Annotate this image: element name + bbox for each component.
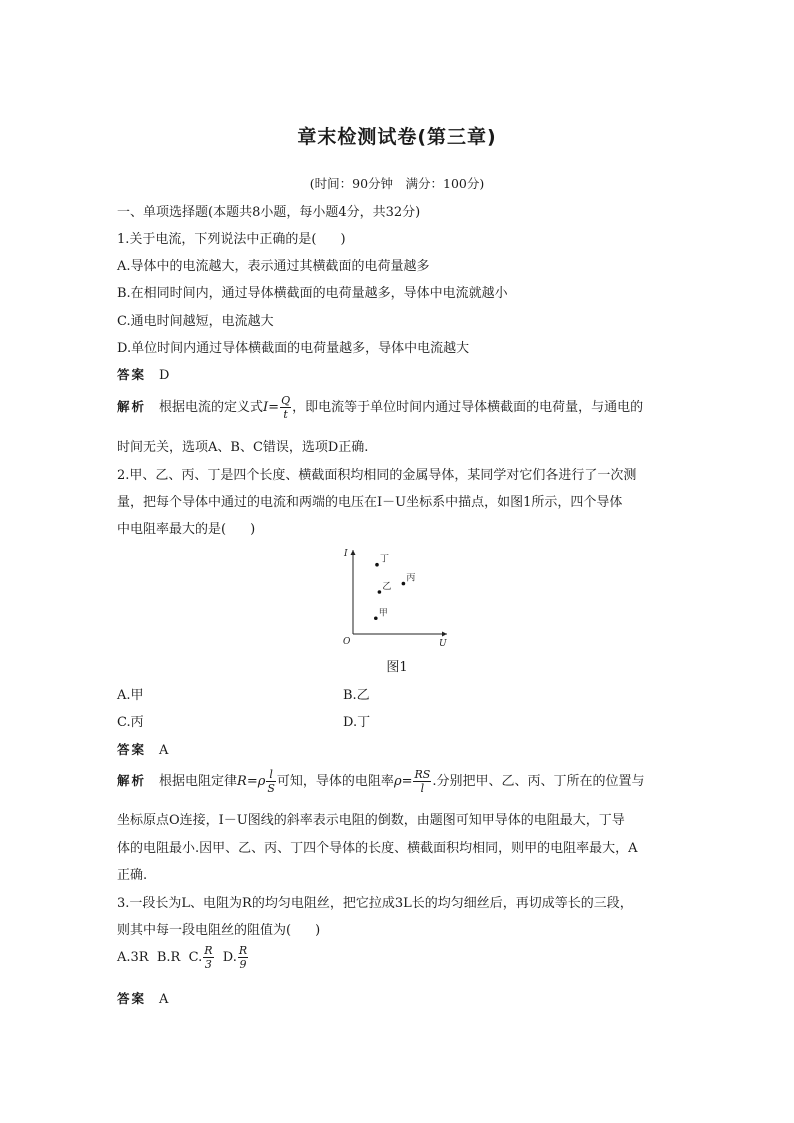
q1-option-d: D.单位时间内通过导体横截面的电荷量越多，导体中电流越大	[117, 341, 470, 356]
data-point-label-3: 甲	[378, 608, 388, 619]
q3-option-a: A.3R	[117, 950, 149, 965]
q3-options	[117, 944, 249, 971]
q1-answer: 答案 D	[117, 367, 170, 383]
figure-caption: 图1	[386, 660, 408, 675]
q2-analysis-cont-3: 正确.	[117, 868, 148, 883]
q2-option-b: B.乙	[343, 688, 370, 703]
x-axis-arrow	[442, 632, 447, 637]
q1-analysis: 解析 根据电流的定义式I= $\frac{Q}{t}$ ，即电流等于单位时间内通过导体横截面的电荷量，与通电的	[117, 394, 644, 421]
iu-graph	[337, 542, 457, 650]
q1-stem: 1.关于电流，下列说法中正确的是( )	[117, 232, 346, 247]
x-axis-label: U	[439, 639, 447, 649]
q3-stem-2: 则其中每一段电阻丝的阻值为( )	[117, 923, 321, 938]
q2-analysis-cont-2: 体的电阻最小.因甲、乙、丙、丁四个导体的长度、横截面积均相同，则甲的电阻率最大，A	[117, 841, 638, 856]
section-heading: 一、单项选择题(本题共8小题，每小题4分，共32分)	[117, 205, 421, 220]
q2-stem-1: 2.甲、乙、丙、丁是四个长度、横截面积均相同的金属导体，某同学对它们各进行了一次测	[117, 468, 637, 483]
q1-option-c: C.通电时间越短，电流越大	[117, 314, 274, 329]
q1-option-a: A.导体中的电流越大，表示通过其横截面的电荷量越多	[117, 259, 430, 274]
figure-points	[374, 554, 415, 620]
q1-option-b: B.在相同时间内，通过导体横截面的电荷量越多，导体中电流就越小	[117, 286, 508, 301]
data-point-label-2: 丙	[406, 573, 416, 584]
y-axis-label: I	[344, 549, 348, 559]
fraction-q-over-t: $\frac{Q}{t}$	[281, 394, 291, 421]
data-point-3	[374, 616, 378, 620]
data-point-label-0: 丁	[380, 554, 390, 565]
page-title: 章末检测试卷(第三章)	[297, 126, 497, 148]
fraction-rs-over-l: $\frac{RS}{l}$	[414, 768, 431, 795]
q2-stem-3: 中电阻率最大的是( )	[117, 522, 256, 537]
data-point-2	[402, 582, 406, 586]
data-point-1	[378, 590, 382, 594]
origin-label: O	[343, 637, 351, 647]
data-point-0	[375, 563, 379, 567]
q3-option-d: D. $\frac{R}{9}$	[222, 944, 248, 971]
fraction-l-over-s: $\frac{l}{S}$	[267, 768, 275, 795]
q2-analysis: 解析 根据电阻定律R=ρ $\frac{l}{S}$ 可知，导体的电阻率ρ= $\frac{RS}{l}$ .分别把甲、乙、丙、丁所在的位置与	[117, 768, 645, 795]
q2-option-c: C.丙	[117, 715, 144, 730]
q3-answer: 答案 A	[117, 991, 169, 1007]
q2-option-d: D.丁	[343, 715, 371, 730]
q2-option-a: A.甲	[117, 688, 144, 703]
q1-analysis-cont: 时间无关，选项A、B、C错误，选项D正确.	[117, 440, 369, 455]
q2-analysis-cont-1: 坐标原点O连接，I－U图线的斜率表示电阻的倒数，由题图可知甲导体的电阻最大，丁导	[117, 813, 625, 828]
data-point-label-1: 乙	[382, 582, 392, 592]
y-axis-arrow	[351, 550, 356, 555]
q3-option-c: C. $\frac{R}{3}$	[188, 944, 213, 971]
q2-answer: 答案 A	[117, 742, 169, 758]
q3-option-b: B.R	[156, 950, 181, 965]
exam-info: (时间：90分钟 满分：100分)	[309, 176, 485, 191]
q3-stem-1: 3.一段长为L、电阻为R的均匀电阻丝，把它拉成3L长的均匀细丝后，再切成等长的三段，	[117, 896, 633, 911]
figure-axes	[343, 549, 447, 649]
q2-stem-2: 量，把每个导体中通过的电流和两端的电压在I－U坐标系中描点，如图1所示，四个导体	[117, 495, 623, 510]
